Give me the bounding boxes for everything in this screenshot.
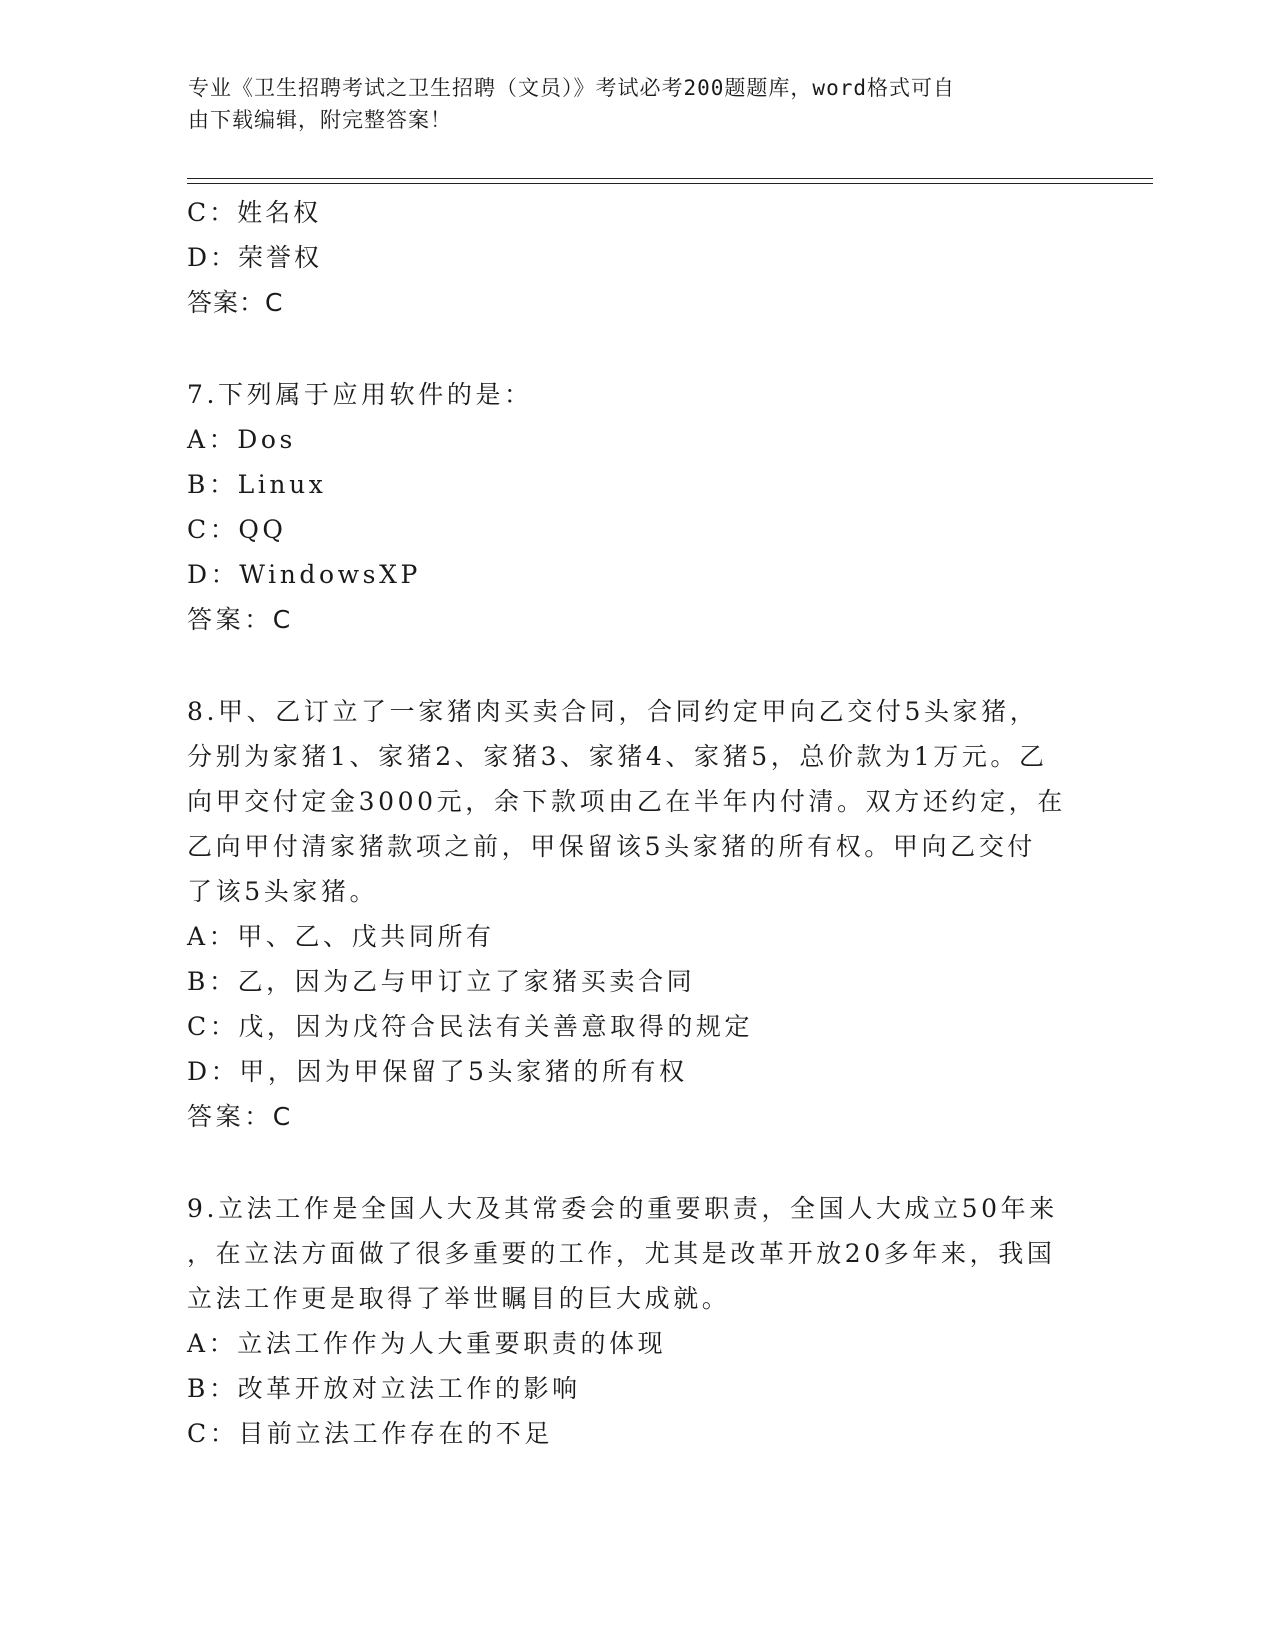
question-stem-line: 9.立法工作是全国人大及其常委会的重要职责，全国人大成立50年来 — [187, 1194, 1058, 1223]
option-c: C：目前立法工作存在的不足 — [187, 1419, 553, 1448]
option-b: B：乙，因为乙与甲订立了家猪买卖合同 — [187, 967, 696, 996]
option-b: B：改革开放对立法工作的影响 — [187, 1374, 581, 1403]
question-stem-line: 立法工作更是取得了举世瞩目的巨大成就。 — [187, 1284, 731, 1313]
option-d: D：荣誉权 — [187, 243, 323, 272]
question-block-previous — [187, 190, 1087, 325]
question-7 — [187, 372, 1087, 642]
header-line-1: 专业《卫生招聘考试之卫生招聘（文员）》考试必考200题题库，word格式可自 — [188, 76, 955, 100]
question-stem-line: 8.甲、乙订立了一家猪肉买卖合同，合同约定甲向乙交付5头家猪， — [187, 697, 1039, 726]
spacer — [187, 325, 1087, 372]
question-stem-line: ，在立法方面做了很多重要的工作，尤其是改革开放20多年来，我国 — [187, 1239, 1056, 1268]
spacer — [187, 1139, 1087, 1186]
question-8 — [187, 689, 1087, 1139]
answer-line: 答案：C — [187, 288, 284, 317]
option-c: C：姓名权 — [187, 198, 322, 227]
option-c: C：戊，因为戊符合民法有关善意取得的规定 — [187, 1012, 754, 1041]
question-stem-line: 了该5头家猪。 — [187, 877, 379, 906]
option-d: D：WindowsXP — [187, 560, 421, 589]
option-a: A：Dos — [187, 425, 296, 454]
question-stem-line: 向甲交付定金3000元，余下款项由乙在半年内付清。双方还约定，在 — [187, 787, 1066, 816]
option-b: B：Linux — [187, 470, 327, 499]
answer-line: 答案：C — [187, 1102, 294, 1131]
header-rule-top — [187, 178, 1153, 179]
document-body — [187, 190, 1087, 1456]
option-c: C：QQ — [187, 515, 287, 544]
header-rule-bottom — [187, 183, 1153, 184]
spacer — [187, 642, 1087, 689]
header-line-2: 由下载编辑，附完整答案！ — [188, 108, 452, 132]
option-a: A：立法工作作为人大重要职责的体现 — [187, 1329, 667, 1358]
answer-line: 答案：C — [187, 605, 294, 634]
document-header — [188, 72, 1088, 136]
question-stem: 7.下列属于应用软件的是： — [187, 380, 533, 409]
question-stem-line: 乙向甲付清家猪款项之前，甲保留该5头家猪的所有权。甲向乙交付 — [187, 832, 1036, 861]
option-d: D：甲，因为甲保留了5头家猪的所有权 — [187, 1057, 688, 1086]
question-stem-line: 分别为家猪1、家猪2、家猪3、家猪4、家猪5，总价款为1万元。乙 — [187, 742, 1048, 771]
option-a: A：甲、乙、戊共同所有 — [187, 922, 495, 951]
question-9 — [187, 1186, 1087, 1456]
